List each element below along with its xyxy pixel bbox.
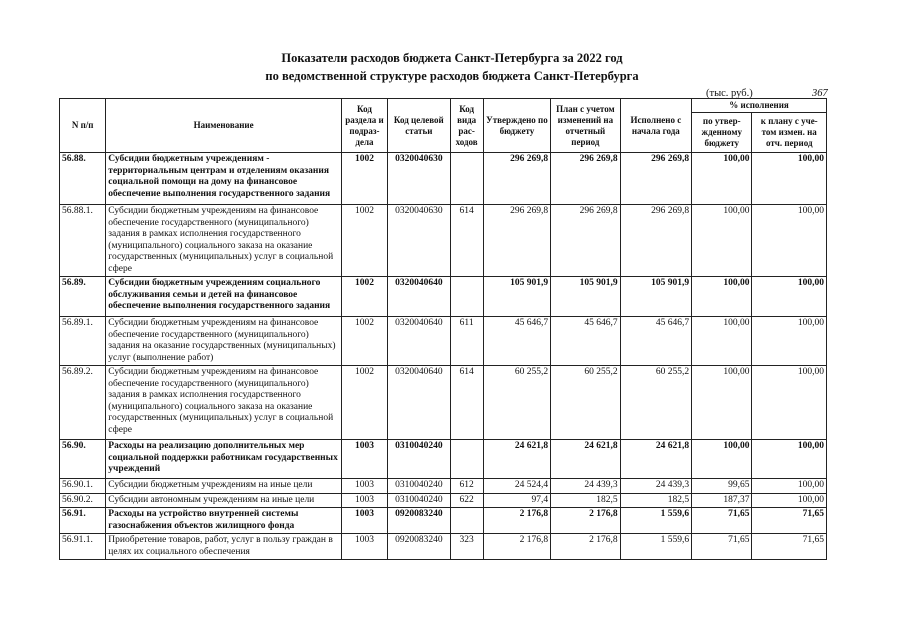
row-name: Субсидии бюджетным учреждениям на финансовое обеспечение государственного (муниципального) задания на оказание государственных (муниципальных) услуг (выполнение работ) bbox=[106, 317, 342, 366]
row-name: Расходы на устройство внутренней системы газоснабжения объектов жилищного фонда bbox=[106, 508, 342, 534]
row-plan: 182,5 bbox=[551, 493, 620, 508]
row-kind bbox=[450, 440, 483, 479]
row-pct-budget: 100,00 bbox=[692, 205, 752, 277]
header-approved: Утверждено по бюджету bbox=[483, 99, 550, 153]
row-target: 0310040240 bbox=[388, 440, 450, 479]
row-approved: 24 524,4 bbox=[483, 479, 550, 494]
row-approved: 60 255,2 bbox=[483, 366, 550, 440]
row-approved: 296 269,8 bbox=[483, 205, 550, 277]
row-pct-budget: 100,00 bbox=[692, 366, 752, 440]
row-pct-budget: 100,00 bbox=[692, 277, 752, 317]
table-row bbox=[60, 508, 827, 534]
row-section: 1003 bbox=[341, 479, 387, 494]
row-pct-plan: 100,00 bbox=[752, 317, 827, 366]
table-row bbox=[60, 534, 827, 560]
row-target: 0920083240 bbox=[388, 508, 450, 534]
table-row bbox=[60, 153, 827, 205]
row-kind: 323 bbox=[450, 534, 483, 560]
row-num: 56.91. bbox=[60, 508, 106, 534]
table-row bbox=[60, 366, 827, 440]
row-section: 1002 bbox=[341, 317, 387, 366]
header-num: N п/п bbox=[60, 99, 106, 153]
row-kind bbox=[450, 277, 483, 317]
header-plan: План с учетом изменений на отчетный период bbox=[551, 99, 620, 153]
row-pct-plan: 71,65 bbox=[752, 508, 827, 534]
row-section: 1002 bbox=[341, 205, 387, 277]
row-pct-budget: 99,65 bbox=[692, 479, 752, 494]
row-plan: 2 176,8 bbox=[551, 534, 620, 560]
row-pct-plan: 100,00 bbox=[752, 440, 827, 479]
row-exec: 24 621,8 bbox=[620, 440, 691, 479]
row-exec: 60 255,2 bbox=[620, 366, 691, 440]
row-section: 1003 bbox=[341, 493, 387, 508]
report-title-line2: по ведомственной структуре расходов бюджета Санкт-Петербурга bbox=[265, 69, 639, 83]
header-pct-budget: по утвер-жденному бюджету bbox=[692, 113, 752, 153]
row-exec: 182,5 bbox=[620, 493, 691, 508]
report-title-line1: Показатели расходов бюджета Санкт-Петербурга за 2022 год bbox=[281, 51, 623, 65]
row-plan: 24 621,8 bbox=[551, 440, 620, 479]
row-kind bbox=[450, 153, 483, 205]
row-target: 0320040630 bbox=[388, 153, 450, 205]
row-num: 56.89.1. bbox=[60, 317, 106, 366]
row-kind: 622 bbox=[450, 493, 483, 508]
row-num: 56.89.2. bbox=[60, 366, 106, 440]
row-target: 0920083240 bbox=[388, 534, 450, 560]
row-pct-budget: 187,37 bbox=[692, 493, 752, 508]
row-num: 56.89. bbox=[60, 277, 106, 317]
row-exec: 296 269,8 bbox=[620, 205, 691, 277]
row-approved: 24 621,8 bbox=[483, 440, 550, 479]
row-exec: 24 439,3 bbox=[620, 479, 691, 494]
row-plan: 45 646,7 bbox=[551, 317, 620, 366]
row-target: 0310040240 bbox=[388, 479, 450, 494]
row-target: 0320040630 bbox=[388, 205, 450, 277]
row-kind bbox=[450, 508, 483, 534]
row-pct-plan: 100,00 bbox=[752, 493, 827, 508]
row-num: 56.88. bbox=[60, 153, 106, 205]
row-name: Субсидии бюджетным учреждениям - территориальным центрам и отделениям оказания социальной помощи на дому на финансовое обеспечение выполнения государственного задания bbox=[106, 153, 342, 205]
header-kind: Код вида рас-ходов bbox=[450, 99, 483, 153]
row-target: 0320040640 bbox=[388, 366, 450, 440]
row-name: Приобретение товаров, работ, услуг в пользу граждан в целях их социального обеспечения bbox=[106, 534, 342, 560]
row-num: 56.91.1. bbox=[60, 534, 106, 560]
row-plan: 60 255,2 bbox=[551, 366, 620, 440]
row-plan: 2 176,8 bbox=[551, 508, 620, 534]
row-pct-budget: 71,65 bbox=[692, 534, 752, 560]
row-exec: 1 559,6 bbox=[620, 508, 691, 534]
row-section: 1002 bbox=[341, 277, 387, 317]
table-row bbox=[60, 479, 827, 494]
table-row bbox=[60, 205, 827, 277]
row-pct-budget: 100,00 bbox=[692, 317, 752, 366]
row-plan: 296 269,8 bbox=[551, 205, 620, 277]
row-pct-plan: 100,00 bbox=[752, 153, 827, 205]
row-name: Субсидии бюджетным учреждениям на финансовое обеспечение государственного (муниципального) задания в рамках исполнения государственного (муниципального) социального заказа на оказание государственных (муниципальных) услуг в социальной сфере bbox=[106, 366, 342, 440]
row-approved: 2 176,8 bbox=[483, 508, 550, 534]
row-target: 0310040240 bbox=[388, 493, 450, 508]
row-exec: 45 646,7 bbox=[620, 317, 691, 366]
row-pct-plan: 100,00 bbox=[752, 277, 827, 317]
row-approved: 296 269,8 bbox=[483, 153, 550, 205]
row-pct-plan: 100,00 bbox=[752, 479, 827, 494]
row-kind: 614 bbox=[450, 366, 483, 440]
row-pct-plan: 71,65 bbox=[752, 534, 827, 560]
row-approved: 97,4 bbox=[483, 493, 550, 508]
row-target: 0320040640 bbox=[388, 277, 450, 317]
table-row bbox=[60, 440, 827, 479]
row-kind: 614 bbox=[450, 205, 483, 277]
header-pct-plan: к плану с уче-том измен. на отч. период bbox=[752, 113, 827, 153]
table-row bbox=[60, 493, 827, 508]
row-plan: 296 269,8 bbox=[551, 153, 620, 205]
header-name: Наименование bbox=[106, 99, 342, 153]
row-exec: 296 269,8 bbox=[620, 153, 691, 205]
row-name: Субсидии бюджетным учреждениям социального обслуживания семьи и детей на финансовое обеспечение выполнения государственного задания bbox=[106, 277, 342, 317]
row-pct-plan: 100,00 bbox=[752, 366, 827, 440]
row-approved: 105 901,9 bbox=[483, 277, 550, 317]
row-plan: 105 901,9 bbox=[551, 277, 620, 317]
page-number: 367 bbox=[812, 88, 828, 99]
row-name: Субсидии бюджетным учреждениям на иные цели bbox=[106, 479, 342, 494]
row-num: 56.90.1. bbox=[60, 479, 106, 494]
row-num: 56.90. bbox=[60, 440, 106, 479]
expenses-table bbox=[59, 98, 827, 560]
row-pct-budget: 100,00 bbox=[692, 440, 752, 479]
row-exec: 105 901,9 bbox=[620, 277, 691, 317]
row-target: 0320040640 bbox=[388, 317, 450, 366]
row-approved: 45 646,7 bbox=[483, 317, 550, 366]
row-kind: 612 bbox=[450, 479, 483, 494]
row-section: 1003 bbox=[341, 440, 387, 479]
row-section: 1003 bbox=[341, 508, 387, 534]
row-pct-plan: 100,00 bbox=[752, 205, 827, 277]
row-name: Субсидии бюджетным учреждениям на финансовое обеспечение государственного (муниципального) задания в рамках исполнения государственного (муниципального) социального заказа на оказание государственных (муниципальных) услуг в социальной сфере bbox=[106, 205, 342, 277]
table-row bbox=[60, 317, 827, 366]
unit-label: (тыс. руб.) bbox=[706, 88, 753, 99]
header-section: Код раздела и подраз-дела bbox=[341, 99, 387, 153]
row-name: Расходы на реализацию дополнительных мер социальной поддержки работникам государственных учреждений bbox=[106, 440, 342, 479]
row-pct-budget: 100,00 bbox=[692, 153, 752, 205]
row-approved: 2 176,8 bbox=[483, 534, 550, 560]
row-section: 1002 bbox=[341, 153, 387, 205]
table-row bbox=[60, 277, 827, 317]
row-name: Субсидии автономным учреждениям на иные цели bbox=[106, 493, 342, 508]
header-exec: Исполнено с начала года bbox=[620, 99, 691, 153]
row-section: 1003 bbox=[341, 534, 387, 560]
row-plan: 24 439,3 bbox=[551, 479, 620, 494]
row-section: 1002 bbox=[341, 366, 387, 440]
row-kind: 611 bbox=[450, 317, 483, 366]
row-num: 56.90.2. bbox=[60, 493, 106, 508]
header-target: Код целевой статьи bbox=[388, 99, 450, 153]
row-exec: 1 559,6 bbox=[620, 534, 691, 560]
header-percent: % исполнения bbox=[692, 99, 827, 113]
row-num: 56.88.1. bbox=[60, 205, 106, 277]
row-pct-budget: 71,65 bbox=[692, 508, 752, 534]
